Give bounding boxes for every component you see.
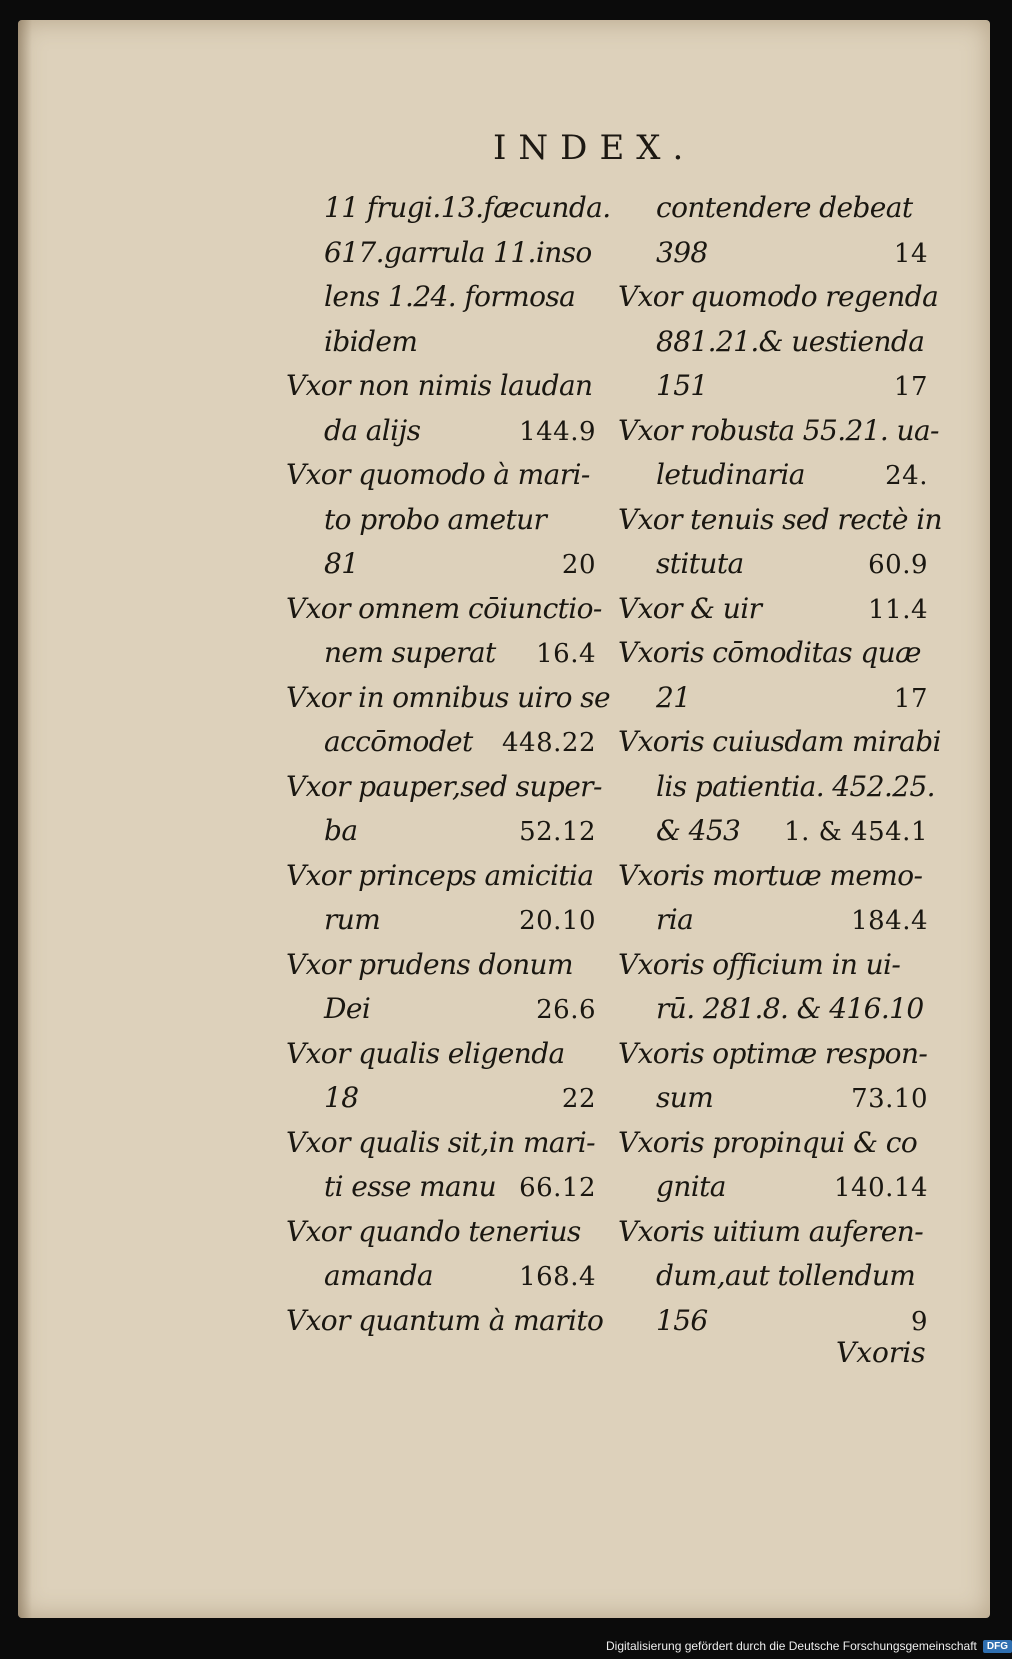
index-line xyxy=(286,676,610,721)
index-line-number: 17 xyxy=(893,372,928,402)
index-line xyxy=(618,1254,928,1299)
index-line-text: ti esse manu xyxy=(324,1170,496,1203)
index-line-text: ba xyxy=(324,814,358,847)
index-line xyxy=(618,364,928,409)
index-line-text: da alijs xyxy=(324,413,421,447)
index-line-text: 156 xyxy=(656,1303,708,1337)
index-line-text: 151 xyxy=(656,369,708,402)
index-line-number: 184.4 xyxy=(851,906,928,936)
index-line-text: accōmodet xyxy=(324,725,473,758)
index-line xyxy=(618,943,928,988)
index-line-text: Vxoris propinqui & co xyxy=(618,1125,918,1159)
index-line xyxy=(618,898,928,943)
index-line-text: gnita xyxy=(656,1170,726,1203)
index-line-text: 881.21.& uestienda xyxy=(656,324,925,358)
index-line-text: & 453 xyxy=(656,814,741,847)
index-line xyxy=(286,320,596,365)
page-header: INDEX. xyxy=(493,128,696,168)
index-line xyxy=(286,854,596,899)
index-line xyxy=(286,1121,596,1166)
index-line xyxy=(618,542,928,587)
index-line-text: 81 xyxy=(324,547,359,580)
index-line-text: Vxor & uir xyxy=(618,591,762,625)
book-page xyxy=(18,20,990,1618)
index-line xyxy=(618,1165,928,1210)
index-line-text: Vxor prudens donum xyxy=(286,947,573,981)
index-line-text: Vxoris mortuæ memo- xyxy=(618,858,923,892)
index-line-text: lens 1.24. formosa xyxy=(324,280,576,313)
index-line xyxy=(286,898,596,943)
index-line-text: Vxoris cuiusdam mirabi xyxy=(618,725,941,758)
index-line-number: 1. & 454.1 xyxy=(784,817,928,847)
index-line xyxy=(618,631,928,676)
index-line xyxy=(618,1210,928,1255)
index-line xyxy=(286,542,596,587)
index-line-text: letudinaria xyxy=(656,458,805,491)
index-line xyxy=(286,231,596,276)
index-line xyxy=(618,765,935,810)
index-line-number: 144.9 xyxy=(519,416,596,447)
index-line-text: rum xyxy=(324,903,381,936)
index-line-number: 9 xyxy=(910,1306,928,1337)
index-line xyxy=(286,809,596,854)
index-line xyxy=(286,498,596,543)
index-line-text: Vxor omnem cōiunctio- xyxy=(286,591,602,625)
index-line xyxy=(286,364,596,409)
index-line-text: Vxor quantum à marito xyxy=(286,1303,604,1337)
index-line-text: dum,aut tollendum xyxy=(656,1259,916,1292)
index-line-text: Vxor robusta 55.21. ua- xyxy=(618,413,939,447)
page-binding-shadow xyxy=(18,20,32,1618)
index-line-number: 73.10 xyxy=(851,1084,928,1114)
index-line-text: Vxor tenuis sed rectè in xyxy=(618,502,942,536)
index-line-number: 448.22 xyxy=(502,728,596,758)
index-line-number: 22 xyxy=(561,1084,596,1114)
index-line xyxy=(618,676,928,721)
index-line-text: 11 frugi.13.fæcunda. xyxy=(324,191,611,224)
index-line xyxy=(618,498,942,543)
index-line-text: Vxor quomodo regenda xyxy=(618,280,939,313)
index-line-text: amanda xyxy=(324,1259,433,1292)
index-line xyxy=(286,409,596,454)
index-line xyxy=(618,987,928,1032)
index-line-text: Vxor qualis eligenda xyxy=(286,1036,565,1070)
index-line-text: Vxoris optimæ respon- xyxy=(618,1036,928,1070)
index-line xyxy=(618,854,928,899)
index-line-text: Vxor quomodo à mari- xyxy=(286,458,590,491)
index-line xyxy=(618,720,941,765)
index-line xyxy=(286,1210,596,1255)
index-line-number: 60.9 xyxy=(868,550,928,580)
index-line-number: 66.12 xyxy=(519,1173,596,1203)
index-line xyxy=(286,186,611,231)
index-line-text: Vxor in omnibus uiro se xyxy=(286,680,610,714)
index-line-text: Vxor princeps amicitia xyxy=(286,858,594,892)
index-line xyxy=(286,720,596,765)
index-line xyxy=(286,453,596,498)
index-line xyxy=(286,631,596,676)
index-line-text: to probo ametur xyxy=(324,502,547,536)
index-line xyxy=(286,275,596,320)
index-line-text: Vxor non nimis laudan xyxy=(286,369,593,402)
index-line-text: Vxoris cōmoditas quæ xyxy=(618,636,921,669)
index-line-text: ibidem xyxy=(324,324,418,358)
digitization-footer xyxy=(606,1636,1012,1656)
index-line xyxy=(618,320,928,365)
index-line-text: Vxor qualis sit,in mari- xyxy=(286,1125,595,1159)
index-line xyxy=(286,1165,596,1210)
index-line-number: 26.6 xyxy=(536,995,596,1025)
index-line-number: 24. xyxy=(885,461,928,491)
index-line xyxy=(286,1254,596,1299)
index-line-text: stituta xyxy=(656,547,744,580)
index-line-text: 617.garrula 11.inso xyxy=(324,235,592,269)
index-line-number: 17 xyxy=(893,683,928,714)
index-line-text: Vxoris uitium auferen- xyxy=(618,1214,924,1248)
index-line-text: rū. 281.8. & 416.10 xyxy=(656,992,924,1025)
index-line-number: 16.4 xyxy=(536,639,596,669)
index-line xyxy=(618,809,928,854)
index-line-text: sum xyxy=(656,1081,714,1114)
index-line-text: nem superat xyxy=(324,636,496,669)
index-line xyxy=(618,275,939,320)
index-line-text: contendere debeat xyxy=(656,191,913,224)
index-line xyxy=(618,231,928,276)
catchword: Vxoris xyxy=(836,1336,926,1369)
index-line-text: Vxoris officium in ui- xyxy=(618,947,901,981)
index-column-left xyxy=(286,186,611,1343)
index-line xyxy=(286,943,596,988)
index-line xyxy=(618,453,928,498)
index-line xyxy=(286,1032,596,1077)
index-line-number: 14 xyxy=(893,238,928,269)
index-line xyxy=(618,186,928,231)
index-line-number: 20.10 xyxy=(519,906,596,936)
index-line xyxy=(618,1076,928,1121)
index-line-text: Vxor pauper,sed super- xyxy=(286,769,602,803)
index-line-number: 168.4 xyxy=(519,1262,596,1292)
index-line xyxy=(618,409,939,454)
index-line-number: 11.4 xyxy=(868,594,928,625)
index-line-text: 18 xyxy=(324,1081,359,1114)
index-line xyxy=(618,1032,928,1077)
index-line-text: lis patientia. 452.25. xyxy=(656,769,935,803)
index-line xyxy=(618,1121,928,1166)
footer-credit: Digitalisierung gefördert durch die Deutsche Forschungsgemeinschaft xyxy=(606,1639,977,1653)
index-line xyxy=(286,1299,604,1344)
index-line-text: ria xyxy=(656,903,694,936)
index-column-right xyxy=(618,186,942,1343)
index-line xyxy=(286,1076,596,1121)
index-line-number: 140.14 xyxy=(834,1173,928,1203)
index-line-number: 20 xyxy=(561,550,596,580)
index-line xyxy=(286,987,596,1032)
index-line-text: Vxor quando tenerius xyxy=(286,1214,581,1248)
index-line xyxy=(286,587,602,632)
dfg-logo-icon: DFG xyxy=(983,1640,1012,1653)
index-line-text: 21 xyxy=(656,680,691,714)
index-line xyxy=(618,587,928,632)
index-line-text: 398 xyxy=(656,235,708,269)
index-line-number: 52.12 xyxy=(519,817,596,847)
index-line-text: Dei xyxy=(324,992,371,1025)
index-line xyxy=(286,765,602,810)
